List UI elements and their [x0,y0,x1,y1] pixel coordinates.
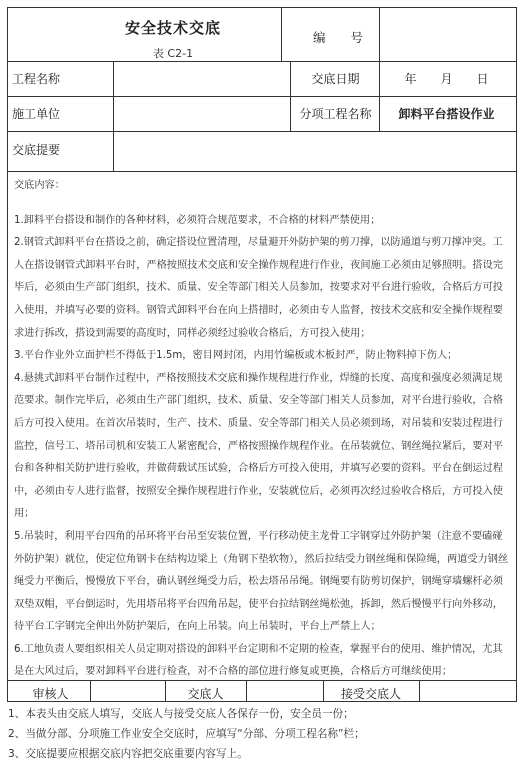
content-paragraph: 5.吊装时，利用平台四角的吊环将平台吊至安装位置，平行移动使主龙骨工字钢穿过外防护架（注意不要磕碰外防护架）就位，使定位角钢卡在结构边梁上（角钢下垫软物），然后拉结受力钢丝绳和保险绳，两道受力钢丝绳受力平衡后，慢慢放下平台，确认钢丝绳受力后，松去塔吊吊绳。钢绳要有防剪切保护，钢绳穿墙螺杆必须双垫双帽，平台倒运时，先用塔吊将平台四角吊起，使平台拉结钢丝绳松弛，拆卸，然后慢慢平行向外移动，待平台工字钢完全伸出外防护架后，在向上吊装。向上吊装时，平台上严禁上人； [14,530,509,633]
content-paragraph: 3.平台作业外立面护栏不得低于1.5m，密目网封闭，内用竹编板或木板封严，防止物料掉下伤人； [14,350,458,362]
divider [113,96,114,131]
disclosure-content [8,171,516,686]
footnote: 1、本表头由交底人填写，交底人与接受交底人各保存一份，安全员一份； [8,708,354,720]
form-title: 安全技术交底 [124,19,221,37]
divider [290,96,291,131]
content-heading: 交底内容： [14,180,65,191]
summary-label: 交底提要 [12,143,61,157]
sub-project-label: 分项工程名称 [299,107,372,121]
divider [8,131,516,132]
date-label: 交底日期 [311,72,360,86]
divider [8,680,516,681]
divider [379,96,380,131]
footnote: 2、当做分部、分项施工作业安全交底时，应填写“分部、分项工程名称”栏； [8,728,365,740]
date-value: 年 月 日 [404,72,489,86]
discloser-label: 交底人 [187,687,224,701]
footnote: 3、交底提要应根据交底内容把交底重要内容写上。 [8,748,248,760]
content-paragraph: 6.工地负责人要组织相关人员定期对搭设的卸料平台定期和不定期的检查，掌握平台的使用、维护情况，尤其是在大风过后，要对卸料平台进行检查，对不合格的部位进行修复或更换，合格后方可继续使用； [14,643,503,678]
construction-unit-label: 施工单位 [12,107,61,121]
project-name-label: 工程名称 [12,72,61,86]
form-number: 表 C2-1 [152,47,194,60]
divider [113,61,114,96]
divider [113,131,114,171]
content-paragraph: 4.悬挑式卸料平台制作过程中，严格按照技术交底和操作规程进行作业，焊缝的长度、高度和强度必须满足规范要求。制作完毕后，必须由生产部门组织，技术、质量、安全等部门相关人员参加，对平台进行验收，合格后方可投入使用。在首次吊装时，生产、技术、质量、安全等部门相关人员必须到场，对吊装和安装过程进行监控，信号工、塔吊司机和安装工人紧密配合，严格按照操作规程作业。在吊装就位、钢丝绳拉紧后，要对平台和各种相关防护进行验收，并做荷载试压试验，合格后方可投入使用，并填写必要的资料。平台在倒运过程中，必须由专人进行监督，按照安全操作规程进行作业，安装就位后，必须再次经过验收合格后，方可投入使用； [14,372,503,520]
divider [246,680,247,701]
divider [323,680,324,701]
divider [419,680,420,701]
receiver-label: 接受交底人 [340,687,401,701]
divider [165,680,166,701]
divider [281,8,282,61]
reviewer-label: 审核人 [32,687,69,701]
divider [379,61,380,96]
content-paragraph: 1.卸料平台搭设和制作的各种材料，必须符合规范要求，不合格的材料严禁使用； [14,214,381,226]
number-label: 编 号 [312,30,363,45]
footnotes [8,704,518,764]
divider [379,8,380,61]
divider [8,61,516,62]
divider [8,96,516,97]
sub-project-value: 卸料平台搭设作业 [398,107,495,121]
content-paragraph: 2.钢管式卸料平台在搭设之前，确定搭设位置清理，尽量避开外防护架的剪刀撑，以防通道与剪刀撑冲突。工人在搭设钢管式卸料平台时，严格按照技术交底和安全操作规程进行作业，夜间施工必须由足够照明。搭设完毕后，必须由生产部门组织，技术、质量、安全等部门相关人员参加，按要求对平台进行验收，合格后方可投入使用，并填写必要的资料。钢管式卸料平台在向上搭措时，必须由专人监督，按技术交底和安全操作规程要求进行拆改，搭设到需要的高度时，同样必须经过验收合格后，方可投入使用； [14,237,503,339]
divider [290,61,291,96]
disclosure-form [7,7,517,702]
divider [90,680,91,701]
